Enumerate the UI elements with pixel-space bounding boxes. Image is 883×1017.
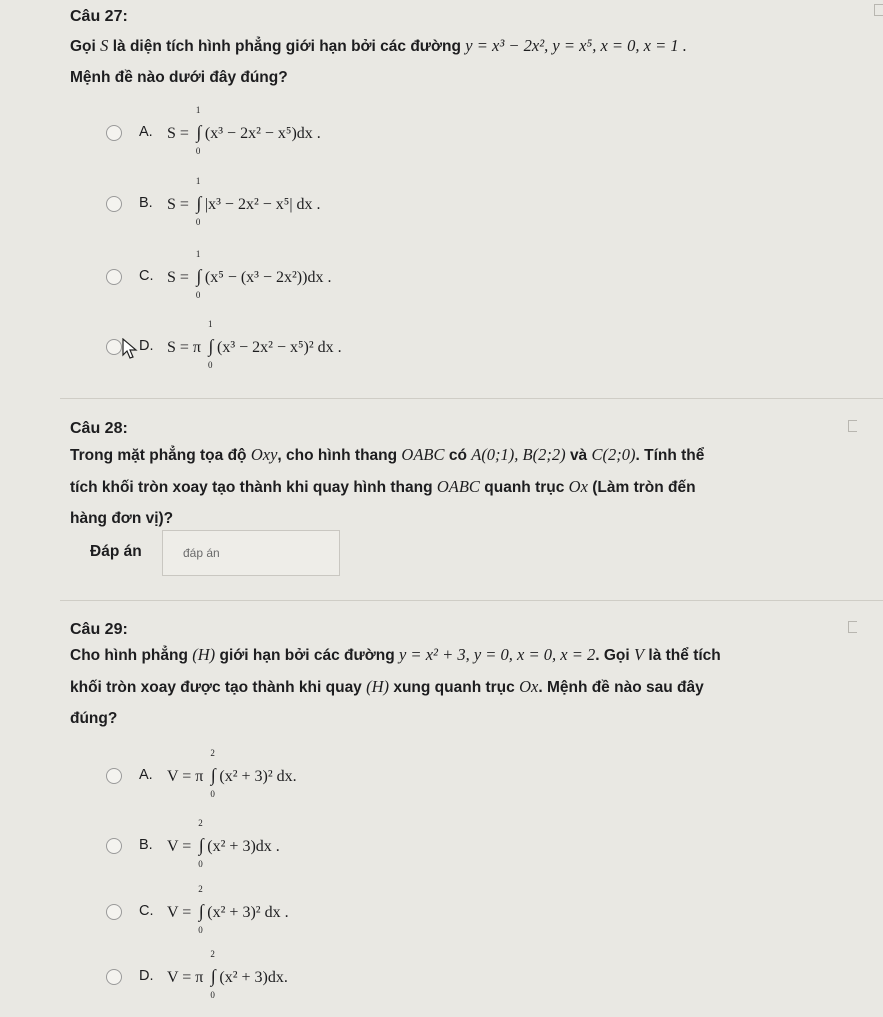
option-expression: V = π ∫ 2 0 (x² + 3)² dx.: [167, 748, 297, 799]
option-expression: V = ∫ 2 0 (x² + 3)dx .: [167, 818, 280, 869]
flag-icon[interactable]: [874, 4, 883, 16]
option-expression: S = π ∫ 1 0 (x³ − 2x² − x⁵)² dx .: [167, 319, 342, 370]
option-expression: V = π ∫ 2 0 (x² + 3)dx.: [167, 949, 288, 1000]
flag-icon[interactable]: [848, 420, 857, 432]
radio-button[interactable]: [106, 269, 122, 285]
radio-button[interactable]: [106, 196, 122, 212]
question-27-title: Câu 27:: [70, 8, 128, 25]
option-expression: S = ∫ 1 0 |x³ − 2x² − x⁵| dx .: [167, 176, 321, 227]
radio-button[interactable]: [106, 768, 122, 784]
option-expression: S = ∫ 1 0 (x³ − 2x² − x⁵)dx .: [167, 105, 321, 156]
radio-button[interactable]: [106, 969, 122, 985]
answer-input[interactable]: [163, 531, 339, 575]
question-29-stem: Cho hình phẳng (H) giới hạn bởi các đường y = x² + 3, y = 0, x = 0, x = 2. Gọi V là thể tích khối tròn xoay được tạo thành khi quay (H) xung quanh trục Ox. Mệnh đề nào sau đây đúng?: [70, 645, 721, 727]
option-expression: S = ∫ 1 0 (x⁵ − (x³ − 2x²))dx .: [167, 249, 332, 300]
divider: [60, 600, 883, 601]
radio-button[interactable]: [106, 339, 122, 355]
option-expression: V = ∫ 2 0 (x² + 3)² dx .: [167, 884, 289, 935]
divider: [60, 398, 883, 399]
question-29-title: Câu 29:: [70, 621, 128, 638]
radio-button[interactable]: [106, 838, 122, 854]
radio-button[interactable]: [106, 904, 122, 920]
mouse-cursor-icon: [122, 338, 138, 360]
question-28-stem: Trong mặt phẳng tọa độ Oxy, cho hình thang OABC có A(0;1), B(2;2) và C(2;0). Tính thể tích khối tròn xoay tạo thành khi quay hình thang OABC quanh trục Ox (Làm tròn đến hàng đơn vị)?: [70, 445, 705, 527]
answer-field[interactable]: [162, 530, 340, 576]
flag-icon[interactable]: [848, 621, 857, 633]
question-28-title: Câu 28:: [70, 420, 128, 437]
question-27-stem: Gọi S là diện tích hình phẳng giới hạn bởi các đường y = x³ − 2x², y = x⁵, x = 0, x = 1 . Mệnh đề nào dưới đây đúng?: [70, 36, 687, 86]
radio-button[interactable]: [106, 125, 122, 141]
answer-label: Đáp án: [90, 543, 142, 560]
